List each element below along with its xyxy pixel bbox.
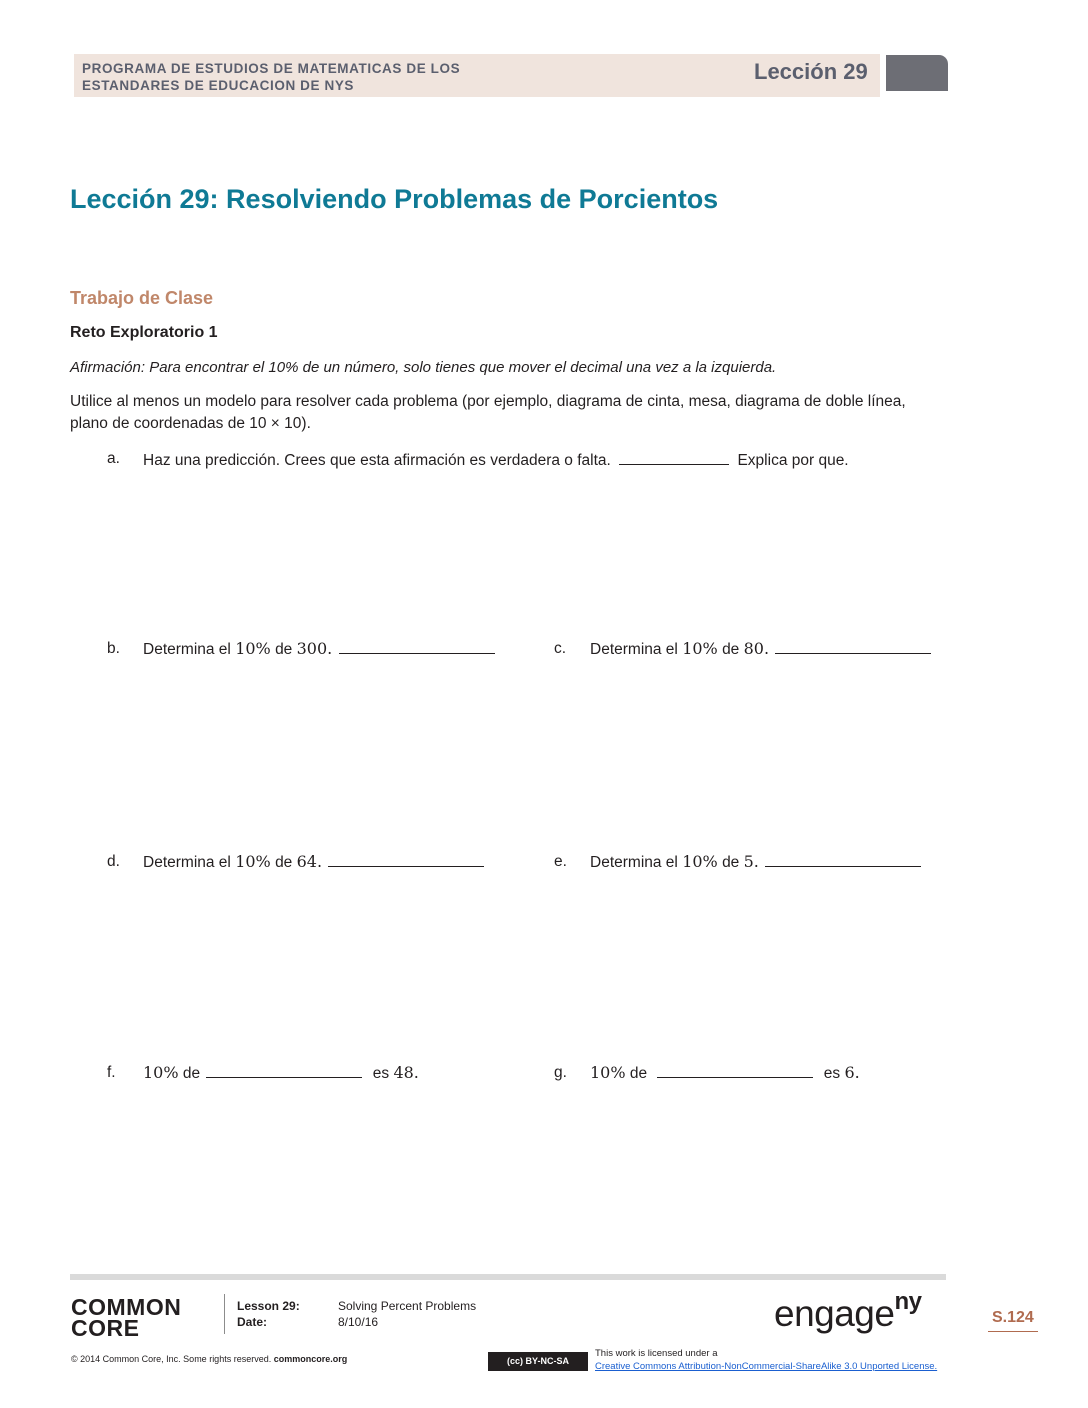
problem-c: [590, 639, 931, 659]
page-number-rule: [988, 1331, 1038, 1332]
problem-c-label: c.: [554, 640, 567, 657]
program-title: [82, 60, 460, 94]
problem-b-de: de: [275, 641, 293, 658]
problem-f-label: f.: [107, 1064, 116, 1081]
problem-g-label: g.: [554, 1064, 567, 1081]
claim-text: Afirmación: Para encontrar el 10% de un número, solo tienes que mover el decimal una vez a la izquierda.: [70, 359, 777, 376]
answer-blank-a[interactable]: [619, 450, 729, 465]
problem-b-pre: Determina el: [143, 641, 231, 658]
cc-license-badge: (cc) BY-NC-SA: [488, 1352, 588, 1371]
problem-b: [143, 639, 495, 659]
problem-f-es: es: [372, 1065, 390, 1082]
problem-c-de: de: [722, 641, 740, 658]
problem-e-pre: Determina el: [590, 854, 678, 871]
problem-g-es: es: [823, 1065, 841, 1082]
header-tab: [886, 55, 948, 91]
page-title: Lección 29: Resolviendo Problemas de Porcientos: [70, 184, 719, 214]
problem-b-percent: 10%: [235, 639, 271, 658]
answer-blank-g[interactable]: [657, 1063, 813, 1078]
copyright-site: commoncore.org: [273, 1354, 348, 1364]
problem-g-number: 6.: [844, 1063, 860, 1082]
license-link[interactable]: Creative Commons Attribution-NonCommercial-ShareAlike 3.0 Unported License.: [595, 1361, 938, 1372]
problem-a-text: Haz una predicción. Crees que esta afirmación es verdadera o falta.: [143, 452, 611, 469]
footer-keys: [237, 1298, 300, 1330]
answer-blank-c[interactable]: [775, 639, 931, 654]
footer-date-key: Date:: [237, 1315, 268, 1329]
problem-e-label: e.: [554, 853, 567, 870]
copyright-text: © 2014 Common Core, Inc. Some rights reserved.: [71, 1354, 272, 1364]
instructions: Utilice al menos un modelo para resolver cada problema (por ejemplo, diagrama de cinta, mesa, diagrama de doble línea, plano de coordenadas de 10 × 10).: [70, 393, 906, 432]
common-core-logo: [71, 1294, 182, 1341]
exercise-heading: Reto Exploratorio 1: [70, 324, 218, 341]
footer-separator: [224, 1294, 225, 1334]
problem-g-de: de: [629, 1065, 648, 1082]
problem-b-number: 300.: [296, 639, 333, 658]
problem-d-de: de: [275, 854, 293, 871]
problem-d-label: d.: [107, 853, 120, 870]
problem-d: [143, 852, 484, 872]
problem-c-percent: 10%: [682, 639, 718, 658]
problem-e-de: de: [722, 854, 740, 871]
problem-f: [143, 1063, 419, 1083]
answer-blank-d[interactable]: [328, 852, 484, 867]
section-heading: Trabajo de Clase: [70, 288, 214, 308]
problem-f-percent: 10%: [143, 1063, 179, 1082]
copyright: [71, 1354, 347, 1364]
brand-sup: ny: [894, 1287, 922, 1315]
answer-blank-e[interactable]: [765, 852, 921, 867]
program-title-line2: ESTANDARES DE EDUCACION DE NYS: [82, 78, 355, 93]
license-text: This work is licensed under a: [595, 1348, 718, 1359]
problem-a: [143, 450, 849, 470]
problem-g: [590, 1063, 860, 1083]
program-title-line1: PROGRAMA DE ESTUDIOS DE MATEMATICAS DE LOS: [82, 61, 461, 76]
problem-c-number: 80.: [743, 639, 770, 658]
footer-lesson-key: Lesson 29:: [237, 1299, 300, 1313]
problem-e-number: 5.: [743, 852, 759, 871]
brand-text: engage: [774, 1293, 895, 1334]
problem-d-percent: 10%: [235, 852, 271, 871]
answer-blank-f[interactable]: [206, 1063, 362, 1078]
problem-f-number: 48.: [393, 1063, 419, 1082]
problem-g-percent: 10%: [590, 1063, 626, 1082]
problem-d-pre: Determina el: [143, 854, 231, 871]
problem-c-pre: Determina el: [590, 641, 678, 658]
footer-lesson-value: Solving Percent Problems: [338, 1299, 477, 1313]
problem-d-number: 64.: [296, 852, 323, 871]
page-number: S.124: [992, 1309, 1034, 1326]
problem-a-label: a.: [107, 450, 120, 467]
footer-date-value: 8/10/16: [338, 1315, 379, 1329]
answer-blank-b[interactable]: [339, 639, 495, 654]
problem-e-percent: 10%: [682, 852, 718, 871]
problem-e: [590, 852, 921, 872]
problem-b-label: b.: [107, 640, 120, 657]
footer-values: [338, 1298, 476, 1330]
logo-line1: COMMON: [71, 1294, 182, 1320]
header-lesson: Lección 29: [754, 59, 868, 84]
problem-f-de: de: [182, 1065, 201, 1082]
problem-a-after: Explica por que.: [737, 452, 849, 469]
logo-line2: CORE: [71, 1315, 140, 1341]
footer-rule: [70, 1274, 946, 1280]
engageny-logo: [774, 1287, 922, 1335]
